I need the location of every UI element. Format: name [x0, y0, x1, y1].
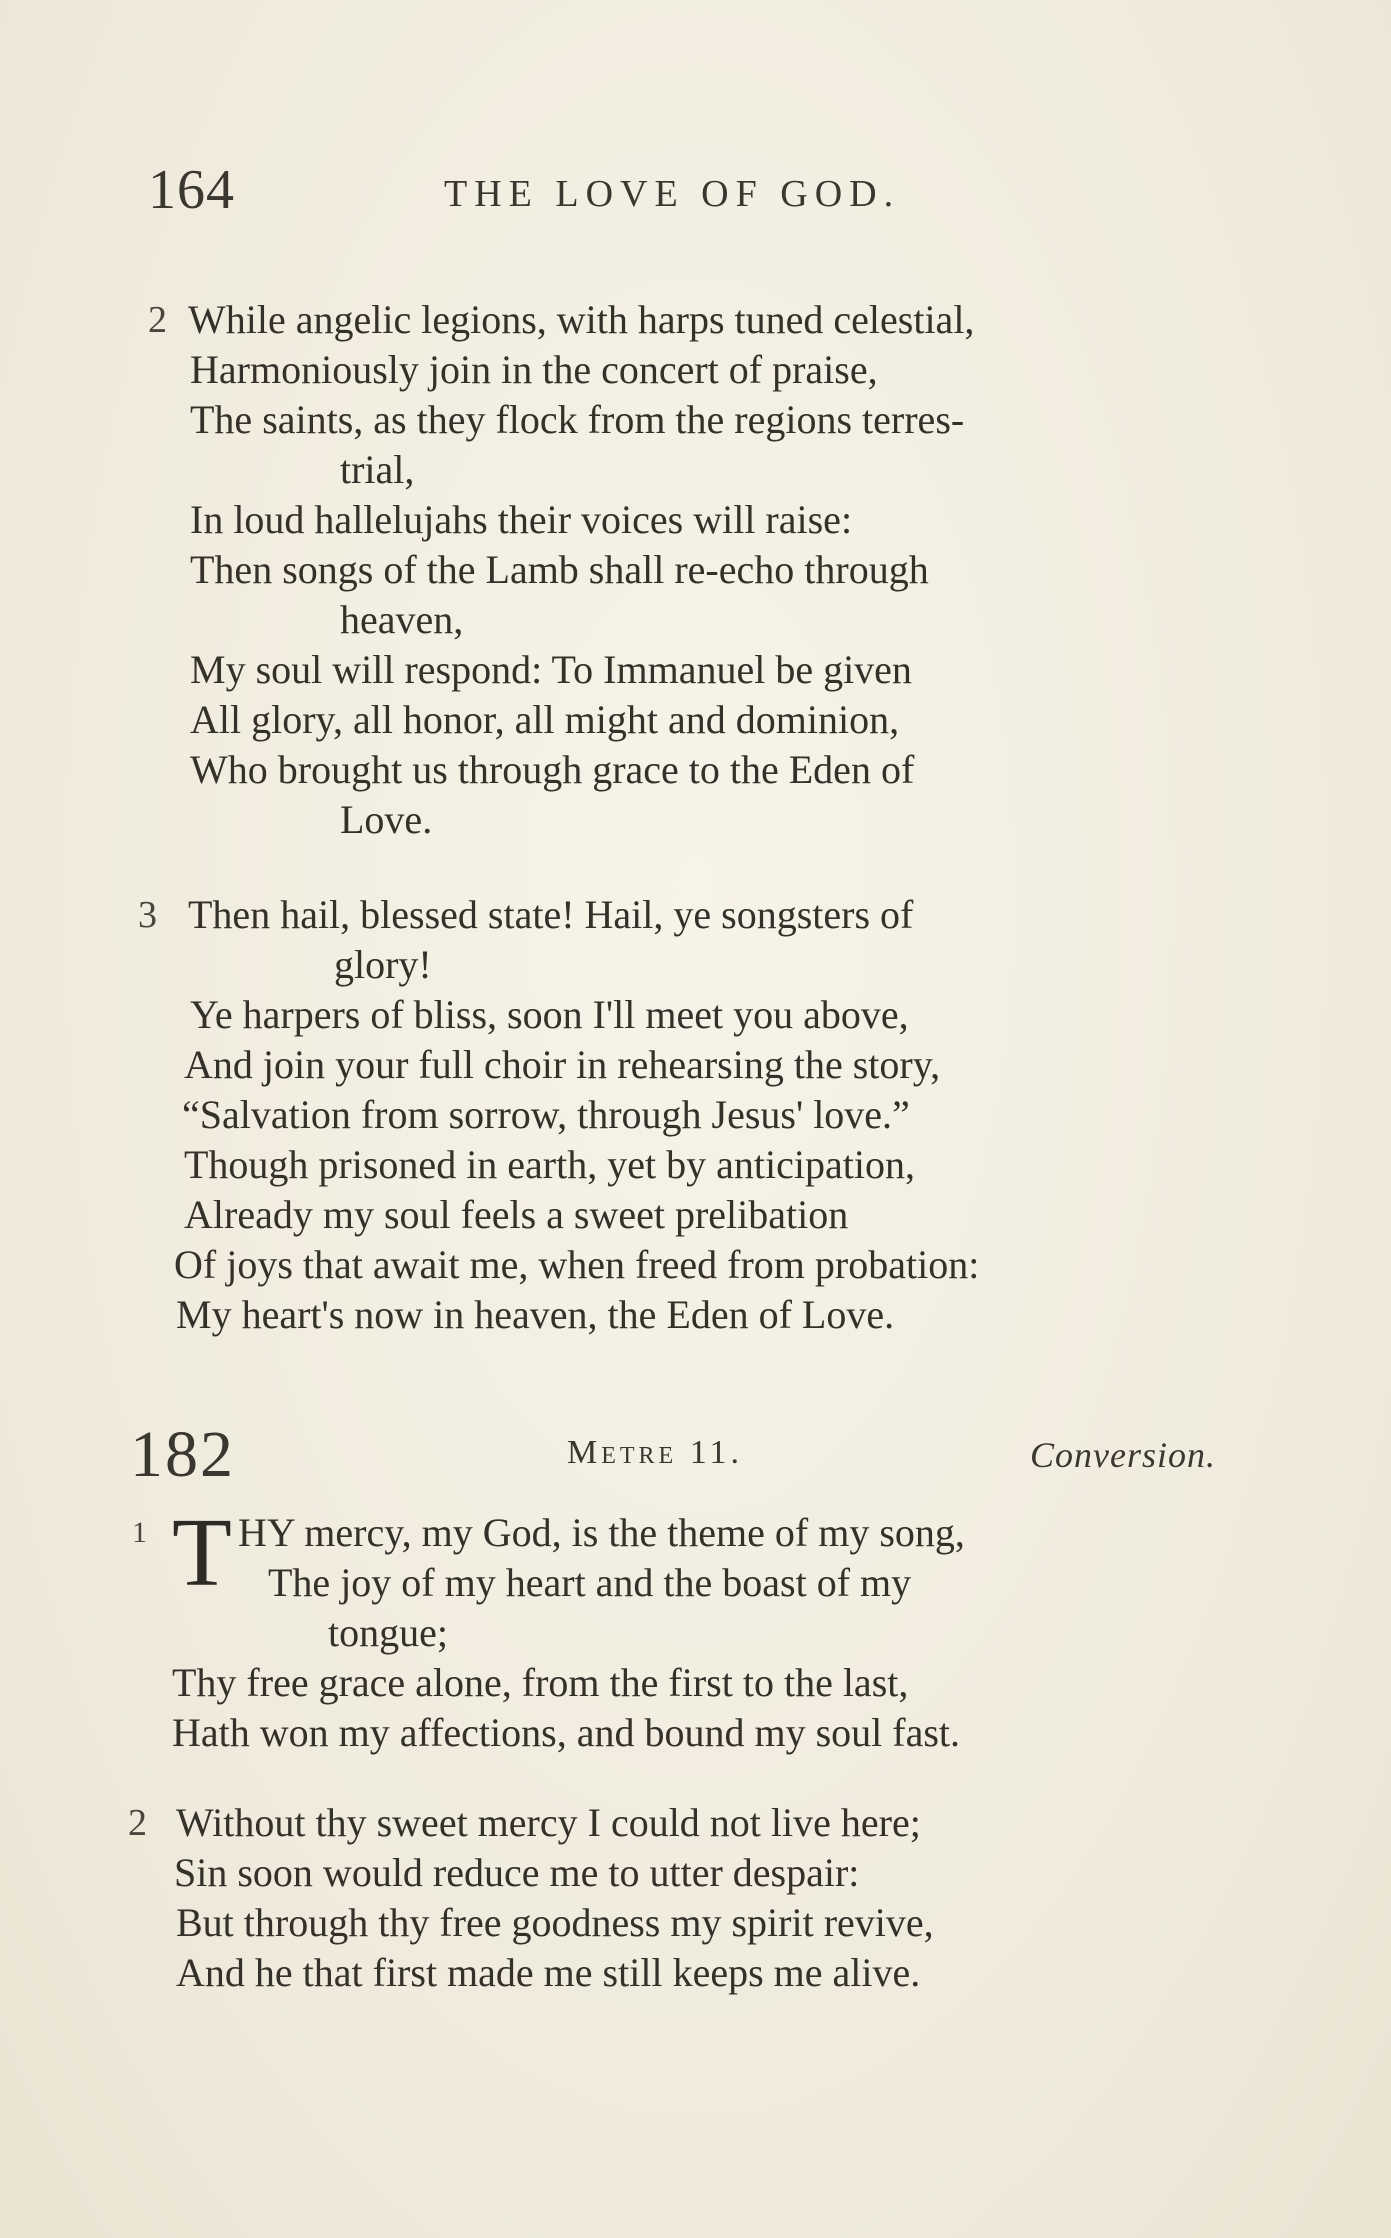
verse-line: While angelic legions, with harps tuned celestial, — [188, 297, 975, 342]
verse-line: Ye harpers of bliss, soon I'll meet you above, — [190, 992, 909, 1037]
running-title: THE LOVE OF GOD. — [444, 173, 901, 215]
verse-line: Hath won my affections, and bound my soul fast. — [172, 1710, 961, 1755]
verse-line: Without thy sweet mercy I could not live here; — [176, 1800, 921, 1845]
verse-line: glory! — [334, 942, 432, 987]
verse-number: 2 — [148, 299, 167, 341]
verse-line: “Salvation from sorrow, through Jesus' love.” — [182, 1092, 910, 1137]
verse-line: But through thy free goodness my spirit revive, — [176, 1900, 934, 1945]
verse-line: Already my soul feels a sweet prelibation — [184, 1192, 849, 1237]
verse-line: Of joys that await me, when freed from probation: — [174, 1242, 980, 1287]
page-header — [0, 158, 1391, 228]
verse-number: 2 — [128, 1802, 147, 1844]
verse-line: HY mercy, my God, is the theme of my song, — [238, 1510, 965, 1555]
drop-cap: T — [172, 1499, 232, 1607]
verse-line: Though prisoned in earth, yet by anticipation, — [184, 1142, 915, 1187]
verse-line: Love. — [340, 797, 433, 842]
verse-number: 3 — [138, 894, 157, 936]
verse-number: 1 — [132, 1516, 147, 1549]
verse-line: Thy free grace alone, from the first to the last, — [172, 1660, 909, 1705]
verse-line: Sin soon would reduce me to utter despair: — [174, 1850, 860, 1895]
hymn-heading — [0, 1420, 1391, 1490]
verse-line: Then hail, blessed state! Hail, ye songsters of — [188, 892, 914, 937]
verse-line: In loud hallelujahs their voices will raise: — [190, 497, 853, 542]
verse-line: Harmoniously join in the concert of praise, — [190, 347, 878, 392]
hymn-metre: Metre 11. — [567, 1434, 743, 1471]
verse-line: Then songs of the Lamb shall re-echo through — [190, 547, 929, 592]
verse-line: And join your full choir in rehearsing the story, — [184, 1042, 941, 1087]
verse-line: trial, — [340, 447, 415, 492]
verse-line: And he that first made me still keeps me alive. — [176, 1950, 921, 1995]
hymn-topic: Conversion. — [1030, 1435, 1216, 1475]
verse-line: Who brought us through grace to the Eden of — [190, 747, 915, 792]
verse-line: tongue; — [328, 1610, 448, 1655]
verse-line: My soul will respond: To Immanuel be given — [190, 647, 912, 692]
page-number: 164 — [148, 159, 235, 221]
verse-line: The joy of my heart and the boast of my — [268, 1560, 912, 1605]
verse-line: The saints, as they flock from the regions terres- — [190, 397, 965, 442]
verse-line: heaven, — [340, 597, 464, 642]
verse-line: My heart's now in heaven, the Eden of Love. — [176, 1292, 895, 1337]
verse-line: All glory, all honor, all might and dominion, — [190, 697, 900, 742]
hymn-number: 182 — [130, 1418, 235, 1491]
